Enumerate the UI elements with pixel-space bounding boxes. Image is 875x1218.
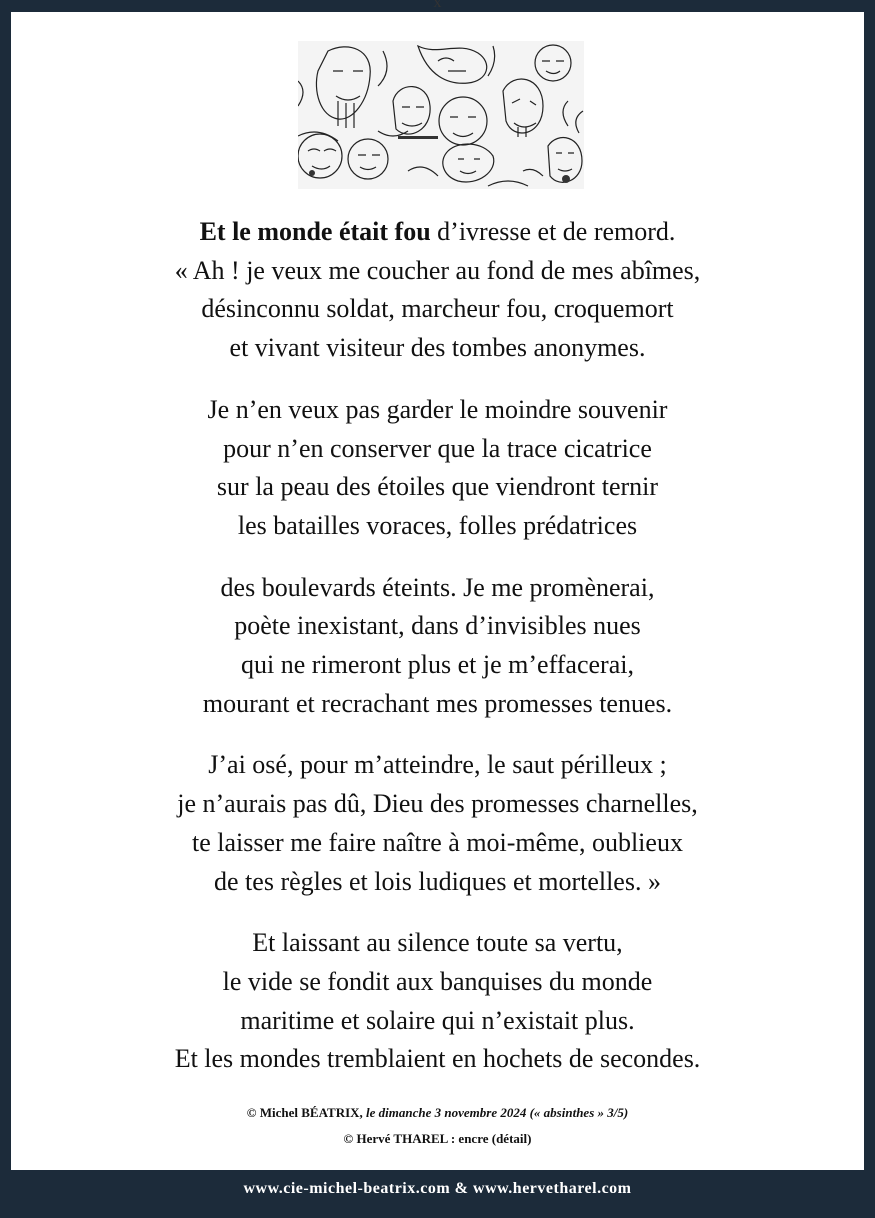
ink-drawing-illustration	[298, 41, 584, 189]
poem-line: Et laissant au silence toute sa vertu,	[252, 928, 623, 958]
poem-line: des boulevards éteints. Je me promènerai,	[220, 572, 655, 602]
poem-line: qui ne rimeront plus et je m’effacerai,	[241, 650, 634, 680]
stanza-2	[11, 391, 864, 546]
poem-line: désinconnu soldat, marcheur fou, croquemort	[201, 294, 674, 324]
poem-page	[11, 12, 864, 1170]
stanza-5	[11, 924, 864, 1079]
author-name: © Michel BÉATRIX,	[246, 1105, 363, 1120]
poem-line: te laisser me faire naître à moi-même, oublieux	[192, 827, 683, 857]
stanza-1	[11, 213, 864, 368]
poem-line: maritime et solaire qui n’existait plus.	[240, 1005, 635, 1035]
stanza-4	[11, 746, 864, 901]
poem-line: je n’aurais pas dû, Dieu des promesses charnelles,	[177, 789, 698, 819]
poem-line: et vivant visiteur des tombes anonymes.	[229, 333, 646, 363]
poem-line: Et les mondes tremblaient en hochets de secondes.	[174, 1044, 701, 1074]
poem-line: J’ai osé, pour m’atteindre, le saut périlleux ;	[208, 750, 667, 780]
top-mark: x	[433, 0, 442, 11]
poem-opening-bold: Et le monde était fou	[199, 217, 431, 246]
poem-line: sur la peau des étoiles que viendront ternir	[216, 472, 659, 502]
ink-drawing-image	[298, 41, 584, 189]
poem-line: le vide se fondit aux banquises du monde	[222, 966, 653, 996]
poem-line: de tes règles et lois ludiques et mortelles. »	[214, 866, 661, 896]
stanza-3	[11, 569, 864, 724]
illustration-credit: © Hervé THAREL : encre (détail)	[343, 1131, 532, 1146]
poem-date: le dimanche 3 novembre 2024 (« absinthes » 3/5)	[366, 1105, 629, 1120]
poem-text	[11, 213, 864, 1102]
credits	[11, 1100, 864, 1152]
poem-line: poète inexistant, dans d’invisibles nues	[234, 611, 641, 641]
poem-line: Je n’en veux pas garder le moindre souvenir	[207, 394, 668, 424]
poem-line	[11, 213, 864, 252]
author-credit	[11, 1100, 864, 1126]
poem-line: « Ah ! je veux me coucher au fond de mes abîmes,	[174, 255, 701, 285]
poem-line: mourant et recrachant mes promesses tenues.	[202, 688, 673, 718]
poem-line: pour n’en conserver que la trace cicatrice	[223, 433, 652, 463]
poem-opening-rest: d’ivresse et de remord.	[430, 217, 676, 246]
footer-websites: www.cie-michel-beatrix.com & www.hervetharel.com	[243, 1180, 632, 1197]
poem-line: les batailles voraces, folles prédatrices	[237, 510, 638, 540]
